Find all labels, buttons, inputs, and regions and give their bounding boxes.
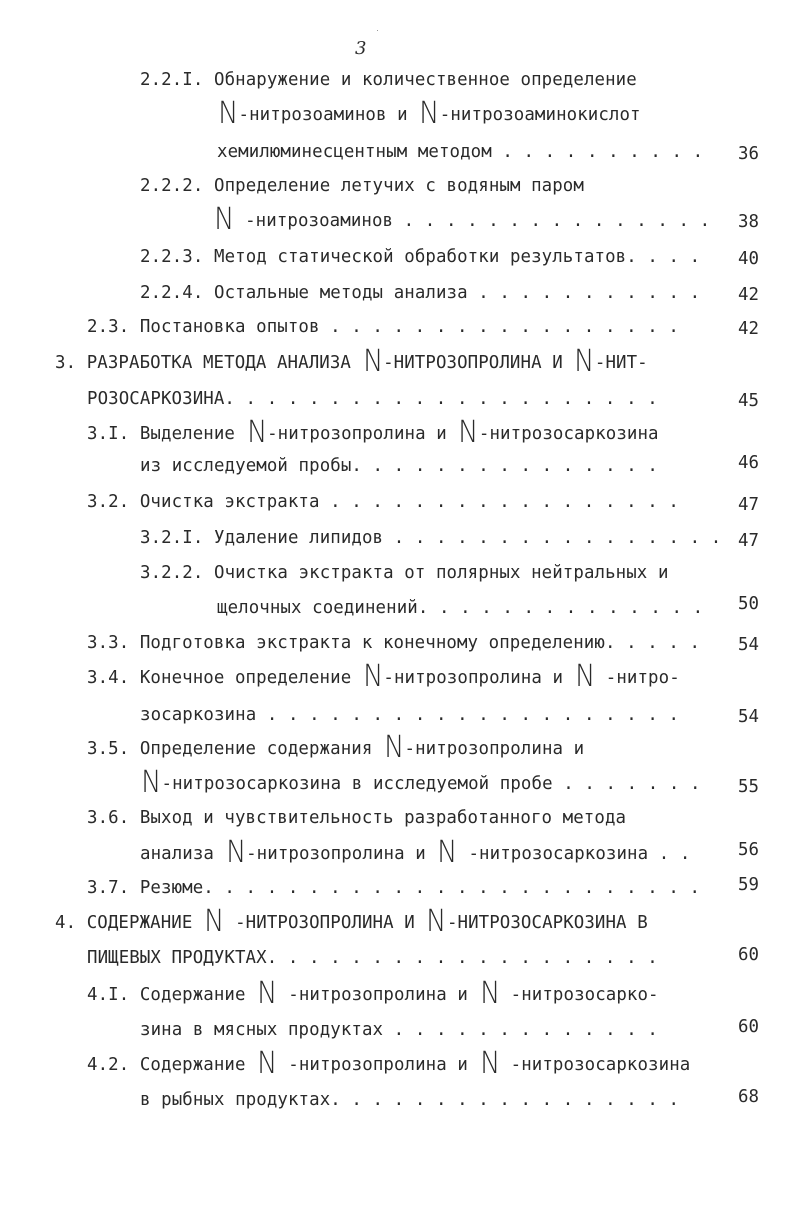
toc-page: 42 (738, 285, 759, 305)
toc-page: 47 (738, 495, 759, 515)
toc-line: из исследуемой пробы. . . . . . . . . . . . . . . (140, 456, 658, 476)
toc-page: 56 (738, 840, 759, 860)
toc-line: 3.6. Выход и чувствительность разработанного метода (87, 808, 627, 828)
toc-page: 45 (738, 391, 759, 411)
toc-line: в рыбных продуктах. . . . . . . . . . . . . . . . . (140, 1090, 680, 1110)
toc-page: 50 (738, 594, 759, 614)
toc-page: 60 (738, 945, 759, 965)
toc-page: 54 (738, 635, 759, 655)
toc-line: зосаркозина . . . . . . . . . . . . . . . . . . . . (140, 705, 680, 725)
page-number: 3 (355, 38, 367, 59)
toc-line: хемилюминесцентным методом . . . . . . . . . . (217, 142, 704, 162)
toc-line: N -нитрозоаминов . . . . . . . . . . . . . . . (214, 202, 711, 237)
toc-line: 4.I. Содержание N -нитрозопролина и N -нитрозосарко- (87, 976, 659, 1011)
toc-line: 2.2.3. Метод статической обработки результатов. . . . (140, 247, 701, 267)
toc-line: зина в мясных продуктах . . . . . . . . . . . . . (140, 1020, 658, 1040)
toc-page: 59 (738, 875, 759, 895)
toc-page: 46 (738, 453, 759, 473)
toc-line: 3. РАЗРАБОТКА МЕТОДА АНАЛИЗА N-НИТРОЗОПРОЛИНА И N-НИТ- (55, 344, 648, 379)
toc-line: N-нитрозосаркозина в исследуемой пробе . . . . . . . (141, 765, 701, 800)
toc-line: 3.I. Выделение N-нитрозопролина и N-нитрозосаркозина (87, 415, 659, 450)
scan-speck (377, 30, 378, 31)
toc-line: 4. СОДЕРЖАНИЕ N -НИТРОЗОПРОЛИНА И N-НИТРОЗОСАРКОЗИНА В (55, 904, 648, 939)
toc-line: 4.2. Содержание N -нитрозопролина и N -нитрозосаркозина (87, 1046, 691, 1081)
toc-page: 60 (738, 1017, 759, 1037)
toc-line: 3.7. Резюме. . . . . . . . . . . . . . . . . . . . . . . . (87, 878, 701, 898)
toc-page: 40 (738, 249, 759, 269)
toc-page: 38 (738, 212, 759, 232)
toc-line: 3.2.I. Удаление липидов . . . . . . . . . . . . . . . . (140, 528, 722, 548)
toc-line: щелочных соединений. . . . . . . . . . . . . . (217, 598, 704, 618)
toc-page: 47 (738, 531, 759, 551)
toc-line: N-нитрозоаминов и N-нитрозоаминокислот (218, 96, 641, 131)
toc-page: 54 (738, 707, 759, 727)
toc-line: 3.5. Определение содержания N-нитрозопролина и (87, 730, 585, 765)
toc-line: анализа N-нитрозопролина и N -нитрозосаркозина . . (140, 835, 691, 870)
toc-line: 2.2.4. Остальные методы анализа . . . . . . . . . . . (140, 283, 701, 303)
toc-line: РОЗОСАРКОЗИНА. . . . . . . . . . . . . . . . . . . . . (87, 389, 658, 409)
toc-line: ПИЩЕВЫХ ПРОДУКТАХ. . . . . . . . . . . . . . . . . . . (87, 948, 658, 968)
toc-line: 2.2.2. Определение летучих с водяным паром (140, 176, 584, 196)
toc-line: 3.4. Конечное определение N-нитрозопролина и N -нитро- (87, 659, 680, 694)
toc-line: 3.3. Подготовка экстракта к конечному определению. . . . . (87, 633, 701, 653)
toc-line: 2.3. Постановка опытов . . . . . . . . . . . . . . . . . (87, 317, 679, 337)
toc-page: 42 (738, 319, 759, 339)
toc-line: 2.2.I. Обнаружение и количественное определение (140, 70, 637, 90)
toc-page: 36 (738, 144, 759, 164)
toc-page: 55 (738, 777, 759, 797)
toc-line: 3.2. Очистка экстракта . . . . . . . . . . . . . . . . . (87, 492, 679, 512)
toc-line: 3.2.2. Очистка экстракта от полярных нейтральных и (140, 563, 669, 583)
toc-page: 68 (738, 1087, 759, 1107)
